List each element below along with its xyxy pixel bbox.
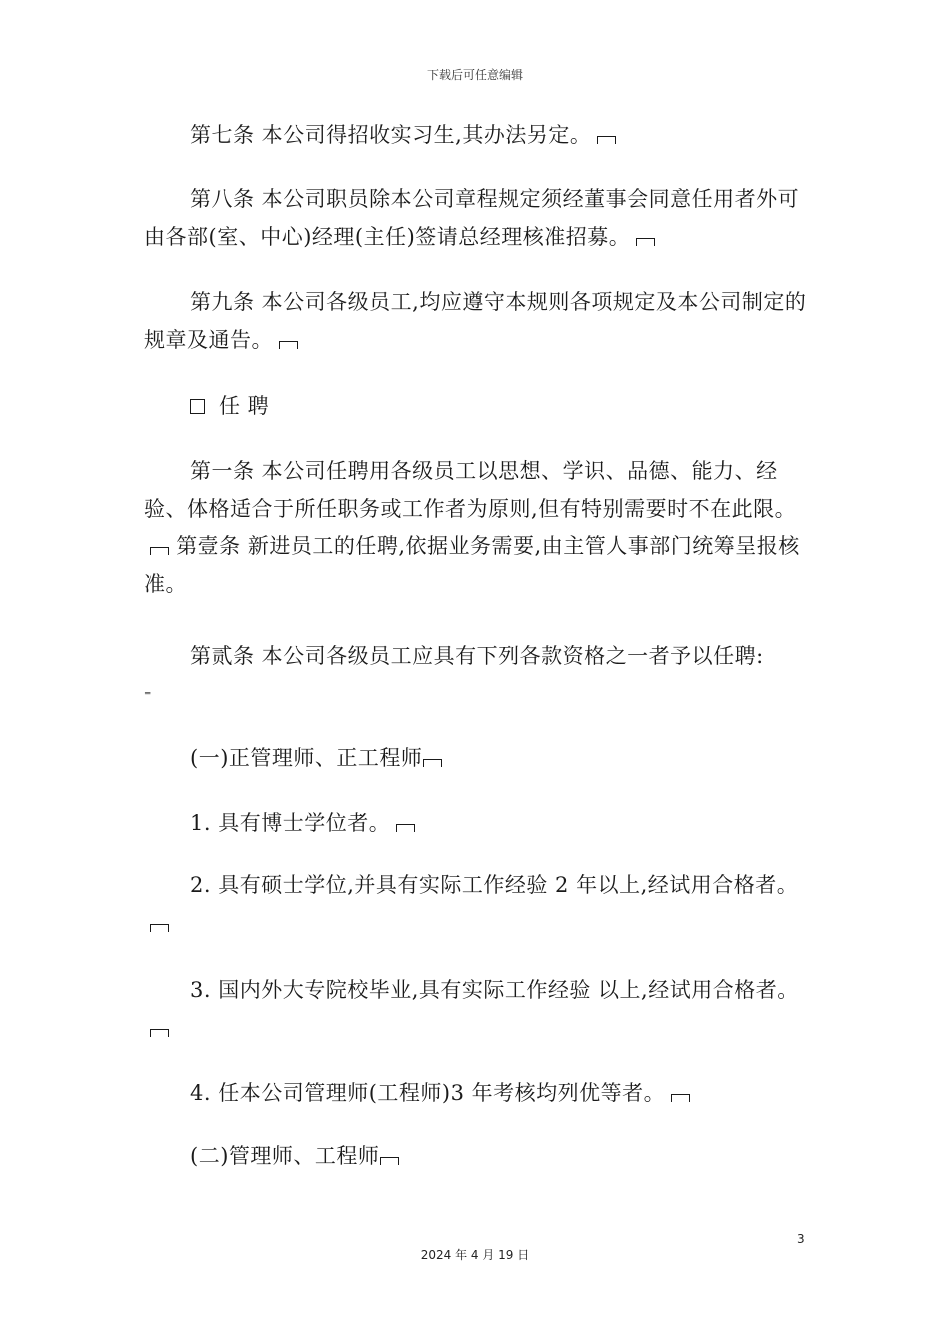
item-4 [144,1075,816,1113]
article-1-text: 第一条 本公司任聘用各级员工以思想、学识、品德、能力、经验、体格适合于所任职务或工作者为原则,但有特别需要时不在此限。 [144,459,797,521]
item-2 [144,867,816,942]
item-1-text: 1. 具有博士学位者。 [190,811,391,835]
section-heading-text: 任 聘 [219,394,270,418]
article-2 [144,638,816,676]
article-8 [144,181,816,256]
paragraph-mark-icon [423,759,442,767]
page-number: 3 [797,1232,805,1246]
article-1b-text: 第壹条 新进员工的任聘,依据业务需要,由主管人事部门统筹呈报核准。 [144,534,800,596]
article-2-text: 第贰条 本公司各级员工应具有下列各款资格之一者予以任聘: [190,644,764,668]
section-heading [144,388,816,426]
paragraph-mark-icon [636,238,655,246]
paragraph-mark-icon [380,1157,399,1165]
checkbox-square-icon [190,399,205,414]
article-7 [144,117,816,155]
paragraph-mark-icon [671,1094,690,1102]
grade-2-heading-text: (二)管理师、工程师 [190,1144,380,1168]
page-header: 下载后可任意编辑 [426,68,523,82]
item-1 [144,805,816,843]
article-9-text: 第九条 本公司各级员工,均应遵守本规则各项规定及本公司制定的规章及通告。 [144,290,807,352]
paragraph-mark-icon [150,924,169,932]
item-2-text: 2. 具有硕士学位,并具有实际工作经验 2 年以上,经试用合格者。 [190,873,799,897]
item-3 [144,972,816,1047]
item-3-text: 3. 国内外大专院校毕业,具有实际工作经验 以上,经试用合格者。 [190,978,799,1002]
article-9 [144,284,816,359]
grade-2-heading [144,1138,816,1176]
paragraph-mark-icon [150,547,169,555]
paragraph-mark-icon [597,136,616,144]
item-4-text: 4. 任本公司管理师(工程师)3 年考核均列优等者。 [190,1081,666,1105]
article-1 [144,453,816,603]
list-symbol: ⁼ [144,688,152,704]
grade-1-heading-text: (一)正管理师、正工程师 [190,746,423,770]
article-7-text: 第七条 本公司得招收实习生,其办法另定。 [190,123,592,147]
paragraph-mark-icon [279,341,298,349]
footer-date: 2024 年 4 月 19 日 [420,1248,530,1262]
paragraph-mark-icon [396,824,415,832]
grade-1-heading [144,740,816,778]
article-8-text: 第八条 本公司职员除本公司章程规定须经董事会同意任用者外可由各部(室、中心)经理(主任)签请总经理核准招募。 [144,187,800,249]
paragraph-mark-icon [150,1029,169,1037]
